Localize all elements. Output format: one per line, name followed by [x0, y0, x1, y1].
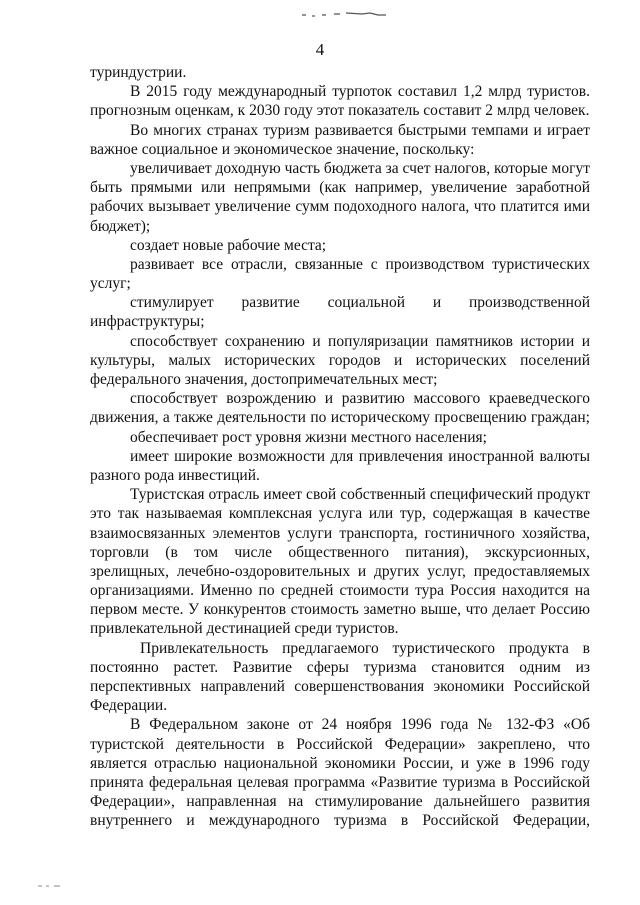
text-line: В 2015 году международный турпоток составил 1,2 млрд туристов. — [130, 83, 590, 101]
text-line: торговли (в том числе общественного питания), экскурсионных, — [90, 543, 590, 561]
text-line: прогнозным оценкам, к 2030 году этот показатель составит 2 млрд человек. — [90, 102, 590, 120]
text-line: культуры, малых исторических городов и исторических поселений — [90, 351, 590, 369]
text-line: первом месте. У конкурентов стоимость заметно выше, что делает Россию — [90, 601, 590, 619]
text-line: Федерации. — [90, 697, 168, 715]
text-line: движения, а также деятельности по историческому просвещению граждан; — [90, 409, 590, 427]
text-line: имеет широкие возможности для привлечения иностранной валюты — [130, 447, 590, 465]
text-line: развивает все отрасли, связанные с производством туристических — [130, 255, 590, 273]
text-line: туристской деятельности в Российской Федерации» закреплено, что — [90, 735, 590, 753]
text-line: туриндустрии. — [90, 64, 187, 81]
text-line: В Федеральном законе от 24 ноября 1996 года № 132-ФЗ «Об — [130, 716, 590, 734]
text-line: принята федеральная целевая программа «Развитие туризма в Российской — [90, 773, 590, 791]
text-line: увеличивает доходную часть бюджета за счет налогов, которые могут — [130, 159, 590, 177]
text-line: взаимосвязанных элементов услуги транспорта, гостиничного хозяйства, — [90, 524, 590, 542]
text-line: создает новые рабочие места; — [130, 236, 327, 254]
text-line: Федерации», направленная на стимулирование дальнейшего развития — [90, 793, 590, 811]
text-line: постоянно растет. Развитие сферы туризма становится одним из — [90, 658, 590, 676]
text-line: инфраструктуры; — [90, 313, 205, 331]
text-line: является отраслью национальной экономики России, и уже в 1996 году — [90, 754, 590, 772]
text-line: обеспечивает рост уровня жизни местного населения; — [130, 428, 487, 446]
text-line: бюджет); — [90, 217, 151, 235]
page-number: 4 — [315, 40, 325, 59]
text-line: организациями. Именно по средней стоимости тура Россия находится на — [90, 582, 590, 600]
scan-artifact-mark — [300, 10, 392, 18]
scan-artifact-dots — [38, 885, 62, 887]
text-line: внутреннего и международного туризма в Российской Федерации, — [90, 812, 590, 830]
text-line: привлекательной дестинацией среди туристов. — [90, 620, 399, 638]
text-line: разного рода инвестиций. — [90, 466, 260, 484]
document-body — [90, 63, 590, 831]
text-line: зрелищных, лечебно-оздоровительных и других услуг, предоставляемых — [90, 562, 590, 580]
text-line: способствует возрождению и развитию массового краеведческого — [130, 390, 590, 408]
text-line: услуг; — [90, 275, 131, 293]
text-line: способствует сохранению и популяризации памятников истории и — [130, 332, 590, 350]
text-line: Туристская отрасль имеет свой собственный специфический продукт — [130, 486, 590, 504]
text-line: Привлекательность предлагаемого туристического продукта в — [140, 639, 590, 657]
text-line: федерального значения, достопримечательных мест; — [90, 371, 438, 388]
text-line: Во многих странах туризм развивается быстрыми темпами и играет — [130, 121, 590, 139]
text-line: перспективных направлений совершенствования экономики Российской — [90, 678, 590, 695]
text-line: быть прямыми или непрямыми (как например, увеличение заработной — [90, 179, 590, 197]
text-line: стимулирует развитие социальной и производственной — [130, 294, 590, 312]
text-line: важное социальное и экономическое значение, поскольку: — [90, 140, 475, 158]
text-line: это так называемая комплексная услуга или тур, содержащая в качестве — [90, 505, 590, 523]
text-line: рабочих вызывает увеличение сумм подоходного налога, что платится ими — [90, 198, 590, 216]
